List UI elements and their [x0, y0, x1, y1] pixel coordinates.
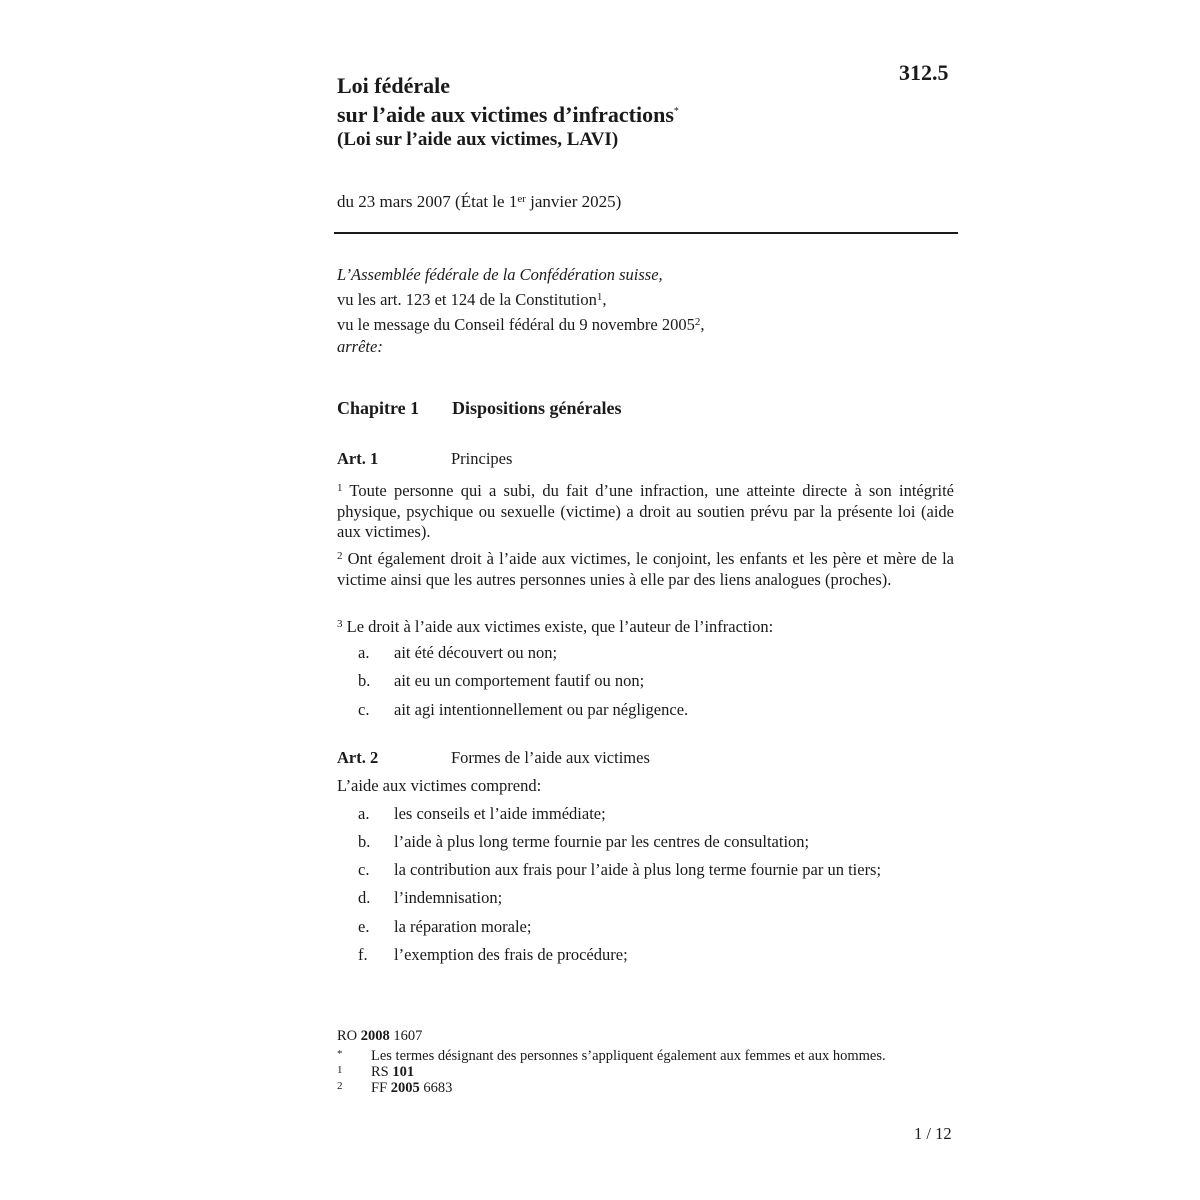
collection-number: 312.5 — [899, 60, 949, 85]
header-divider — [334, 232, 958, 234]
footnote-mark: 1 — [337, 1064, 343, 1076]
article-1-paragraph-1 — [337, 478, 954, 543]
footnote-ref-2[interactable]: 2 — [694, 316, 701, 328]
preamble-message — [337, 311, 705, 336]
article-2-number: Art. 2 — [337, 748, 379, 767]
list-item — [358, 832, 809, 852]
article-2-heading — [337, 748, 650, 768]
list-text: ait eu un comportement fautif ou non; — [394, 671, 645, 690]
list-item — [358, 888, 502, 908]
footnote-text — [371, 1064, 414, 1080]
paragraph-text: Le droit à l’aide aux victimes existe, que l’auteur de l’infraction: — [342, 617, 774, 636]
chapter-label: Chapitre 1 — [337, 398, 420, 418]
list-letter: e. — [358, 917, 370, 936]
page-counter: 1 / 12 — [914, 1124, 952, 1143]
paragraph-number: 3 — [337, 618, 343, 630]
list-item — [358, 643, 557, 663]
article-2-intro: L’aide aux victimes comprend: — [337, 776, 542, 795]
article-1-paragraph-2 — [337, 546, 954, 590]
footnote-text-plain: FF — [371, 1080, 391, 1096]
preamble-constitution-end: , — [602, 290, 607, 309]
list-item — [358, 860, 881, 880]
list-letter: a. — [358, 804, 370, 823]
document-subtitle: (Loi sur l’aide aux victimes, LAVI) — [337, 129, 619, 150]
title-line-1: Loi fédérale — [337, 73, 451, 98]
list-text: ait été découvert ou non; — [394, 643, 558, 662]
title-footnote-mark[interactable]: * — [673, 106, 679, 117]
list-text: ait agi intentionnellement ou par négligence. — [394, 700, 689, 719]
date-prefix: du 23 mars 2007 (État le 1 — [337, 192, 518, 211]
article-1-number: Art. 1 — [337, 449, 379, 468]
paragraph-text: Toute personne qui a subi, du fait d’une infraction, une atteinte directe à son intégrité physique, psychique ou sexuelle (victime) a droit au soutien prévu par la présente loi (aide aux victimes). — [337, 481, 954, 541]
preamble-message-text: vu le message du Conseil fédéral du 9 novembre 2005 — [337, 315, 695, 334]
list-text: l’indemnisation; — [394, 888, 503, 907]
footnote — [337, 1064, 957, 1080]
list-item — [358, 700, 688, 720]
list-letter: d. — [358, 888, 371, 907]
list-letter: f. — [358, 945, 368, 964]
list-letter: c. — [358, 860, 370, 879]
list-text: la contribution aux frais pour l’aide à plus long terme fournie par un tiers; — [394, 860, 882, 879]
list-text: l’exemption des frais de procédure; — [394, 945, 628, 964]
footnote-text-plain: Les termes désignant des personnes s’appliquent également aux femmes et aux hommes. — [371, 1048, 886, 1064]
ro-page: 1607 — [389, 1028, 423, 1044]
preamble — [337, 264, 705, 358]
date-sup: er — [517, 193, 526, 205]
list-text: la réparation morale; — [394, 917, 532, 936]
paragraph-number: 1 — [337, 482, 343, 494]
list-item — [358, 804, 606, 824]
preamble-constitution-text: vu les art. 123 et 124 de la Constitution — [337, 290, 597, 309]
footnote-mark: 2 — [337, 1080, 343, 1092]
article-1-paragraph-3 — [337, 614, 954, 638]
article-1-heading — [337, 449, 513, 469]
list-letter: a. — [358, 643, 370, 662]
article-2-title: Formes de l’aide aux victimes — [451, 748, 650, 767]
footnote-text-after: 6683 — [419, 1080, 453, 1096]
title-line-2-text: sur l’aide aux victimes d’infractions — [337, 102, 674, 127]
preamble-constitution — [337, 286, 705, 311]
list-letter: c. — [358, 700, 370, 719]
list-letter: b. — [358, 671, 371, 690]
date-suffix: janvier 2025) — [525, 192, 622, 211]
list-item — [358, 671, 644, 691]
chapter-title: Dispositions générales — [452, 398, 622, 418]
list-text: les conseils et l’aide immédiate; — [394, 804, 606, 823]
list-item — [358, 917, 531, 937]
preamble-message-end: , — [700, 315, 705, 334]
ro-year: 2008 — [360, 1028, 390, 1044]
preamble-assembly: L’Assemblée fédérale de la Confédération suisse, — [337, 265, 663, 284]
paragraph-text: Ont également droit à l’aide aux victimes, le conjoint, les enfants et les père et mère de la victime ainsi que les autres personnes unies à elle par des liens analogues (proches). — [337, 549, 954, 589]
paragraph-number: 2 — [337, 550, 343, 562]
footnote-text-plain: RS — [371, 1064, 393, 1080]
footnote — [337, 1048, 957, 1064]
title-line-2 — [337, 99, 679, 128]
preamble-decree: arrête: — [337, 337, 383, 356]
list-text: l’aide à plus long terme fournie par les centres de consultation; — [394, 832, 810, 851]
document-title — [337, 73, 679, 128]
footnote — [337, 1080, 957, 1096]
chapter-heading — [337, 398, 622, 419]
ro-prefix: RO — [337, 1028, 361, 1044]
footnote-text-bold: 2005 — [390, 1080, 420, 1096]
official-collection-reference — [337, 1028, 422, 1044]
footnote-ref-1[interactable]: 1 — [596, 291, 603, 303]
list-item — [358, 945, 628, 965]
article-1-title: Principes — [451, 449, 513, 468]
footnote-text — [371, 1048, 886, 1064]
footnote-text-bold: 101 — [392, 1064, 415, 1080]
footnote-text — [371, 1080, 452, 1096]
footnote-mark: * — [337, 1048, 343, 1060]
list-letter: b. — [358, 832, 371, 851]
document-date — [337, 192, 621, 212]
